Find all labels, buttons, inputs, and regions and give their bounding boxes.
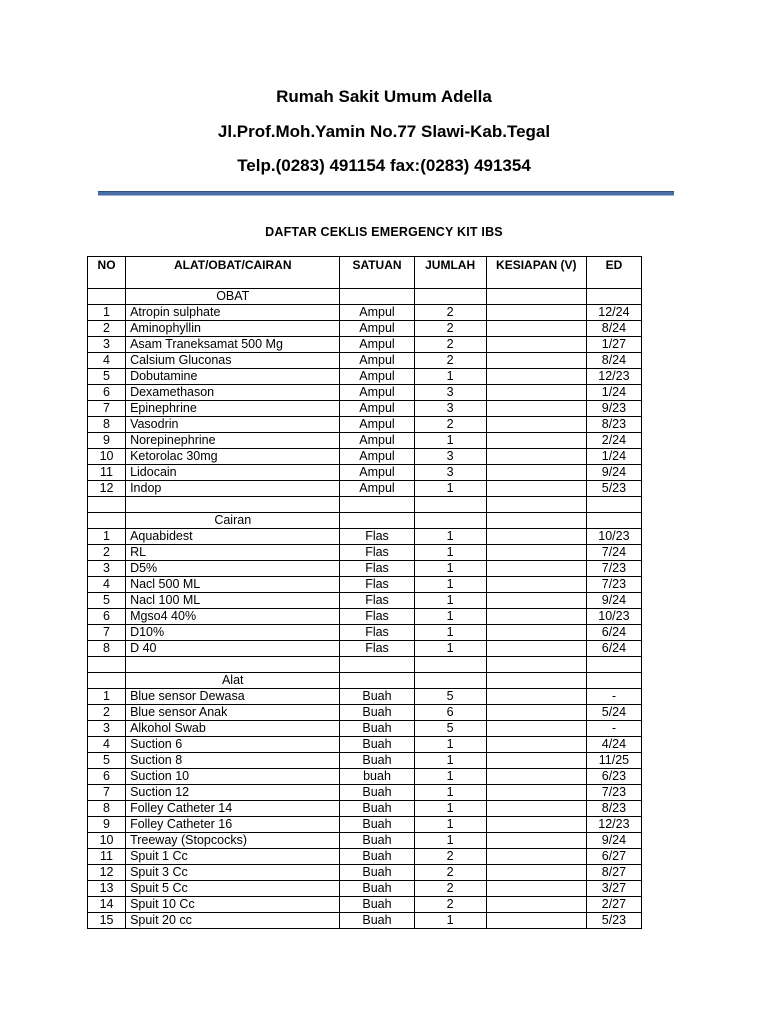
table-row [88, 545, 642, 561]
item-name: Folley Catheter 14 [126, 801, 340, 817]
item-name: Blue sensor Dewasa [126, 689, 340, 705]
item-name: D 40 [126, 641, 340, 657]
empty-cell [414, 657, 486, 673]
table-row [88, 833, 642, 849]
empty-cell [88, 673, 126, 689]
item-name: Aminophyllin [126, 321, 340, 337]
readiness-check-cell [486, 849, 586, 865]
item-name: Nacl 100 ML [126, 593, 340, 609]
table-row [88, 689, 642, 705]
row-number: 2 [88, 321, 126, 337]
readiness-check-cell [486, 817, 586, 833]
item-quantity: 3 [414, 401, 486, 417]
item-name: Suction 6 [126, 737, 340, 753]
item-unit: Flas [340, 625, 414, 641]
hospital-phone-fax: Telp.(0283) 491154 fax:(0283) 491354 [237, 156, 531, 175]
empty-cell [486, 657, 586, 673]
expiry-date: - [586, 721, 641, 737]
expiry-date: 5/24 [586, 705, 641, 721]
header-jumlah: JUMLAH [414, 257, 486, 289]
readiness-check-cell [486, 641, 586, 657]
item-name: Spuit 10 Cc [126, 897, 340, 913]
expiry-date: 3/27 [586, 881, 641, 897]
item-unit: Buah [340, 913, 414, 929]
row-number: 10 [88, 449, 126, 465]
item-quantity: 1 [414, 481, 486, 497]
item-name: Suction 8 [126, 753, 340, 769]
empty-cell [88, 289, 126, 305]
item-name: Nacl 500 ML [126, 577, 340, 593]
empty-cell [486, 513, 586, 529]
empty-cell [586, 513, 641, 529]
expiry-date: 5/23 [586, 913, 641, 929]
row-number: 10 [88, 833, 126, 849]
item-name: Suction 12 [126, 785, 340, 801]
hospital-name: Rumah Sakit Umum Adella [276, 87, 492, 106]
table-row [88, 369, 642, 385]
row-number: 5 [88, 593, 126, 609]
item-quantity: 2 [414, 353, 486, 369]
row-number: 6 [88, 609, 126, 625]
readiness-check-cell [486, 913, 586, 929]
expiry-date: 9/23 [586, 401, 641, 417]
item-unit: Flas [340, 529, 414, 545]
readiness-check-cell [486, 417, 586, 433]
item-name: Dobutamine [126, 369, 340, 385]
item-unit: Flas [340, 577, 414, 593]
table-row [88, 337, 642, 353]
expiry-date: 12/23 [586, 817, 641, 833]
expiry-date: 12/24 [586, 305, 641, 321]
item-unit: Flas [340, 609, 414, 625]
item-quantity: 2 [414, 897, 486, 913]
header-ed: ED [586, 257, 641, 289]
empty-cell [414, 513, 486, 529]
item-unit: Ampul [340, 353, 414, 369]
section-header-row [88, 289, 642, 305]
item-name: Spuit 20 cc [126, 913, 340, 929]
empty-cell [486, 289, 586, 305]
row-number: 5 [88, 753, 126, 769]
row-number: 11 [88, 849, 126, 865]
table-body [88, 289, 642, 929]
expiry-date: 7/23 [586, 785, 641, 801]
empty-cell [88, 657, 126, 673]
expiry-date: 9/24 [586, 465, 641, 481]
item-quantity: 1 [414, 529, 486, 545]
expiry-date: 9/24 [586, 593, 641, 609]
empty-cell [414, 497, 486, 513]
row-number: 9 [88, 817, 126, 833]
empty-cell [88, 497, 126, 513]
item-quantity: 2 [414, 337, 486, 353]
readiness-check-cell [486, 737, 586, 753]
empty-cell [340, 673, 414, 689]
empty-cell [340, 513, 414, 529]
item-quantity: 1 [414, 817, 486, 833]
item-quantity: 2 [414, 881, 486, 897]
expiry-date: 7/23 [586, 561, 641, 577]
item-name: Folley Catheter 16 [126, 817, 340, 833]
expiry-date: 6/23 [586, 769, 641, 785]
readiness-check-cell [486, 321, 586, 337]
item-name: Spuit 1 Cc [126, 849, 340, 865]
item-name: Spuit 3 Cc [126, 865, 340, 881]
table-header-row [88, 257, 642, 289]
row-number: 1 [88, 529, 126, 545]
table-row [88, 353, 642, 369]
table-row [88, 401, 642, 417]
item-name: D10% [126, 625, 340, 641]
readiness-check-cell [486, 801, 586, 817]
item-quantity: 1 [414, 609, 486, 625]
item-quantity: 3 [414, 449, 486, 465]
readiness-check-cell [486, 769, 586, 785]
expiry-date: 8/23 [586, 417, 641, 433]
item-unit: Buah [340, 689, 414, 705]
item-unit: Ampul [340, 385, 414, 401]
table-row [88, 433, 642, 449]
empty-cell [340, 497, 414, 513]
item-unit: Ampul [340, 417, 414, 433]
readiness-check-cell [486, 881, 586, 897]
expiry-date: 8/27 [586, 865, 641, 881]
section-title: Alat [126, 673, 340, 689]
table-row [88, 849, 642, 865]
item-quantity: 2 [414, 305, 486, 321]
header-kesiapan: KESIAPAN (V) [486, 257, 586, 289]
table-row [88, 705, 642, 721]
row-number: 12 [88, 865, 126, 881]
readiness-check-cell [486, 865, 586, 881]
item-unit: Buah [340, 785, 414, 801]
item-unit: Flas [340, 593, 414, 609]
item-quantity: 2 [414, 865, 486, 881]
item-name: Lidocain [126, 465, 340, 481]
expiry-date: 1/27 [586, 337, 641, 353]
empty-cell [414, 289, 486, 305]
expiry-date: 1/24 [586, 385, 641, 401]
expiry-date: 8/23 [586, 801, 641, 817]
expiry-date: 6/24 [586, 641, 641, 657]
item-unit: Ampul [340, 305, 414, 321]
table-row [88, 465, 642, 481]
table-row [88, 785, 642, 801]
readiness-check-cell [486, 753, 586, 769]
item-quantity: 1 [414, 769, 486, 785]
item-quantity: 2 [414, 849, 486, 865]
table-row [88, 721, 642, 737]
section-title: OBAT [126, 289, 340, 305]
empty-cell [486, 673, 586, 689]
empty-cell [126, 497, 340, 513]
empty-cell [486, 497, 586, 513]
expiry-date: 8/24 [586, 353, 641, 369]
table-row [88, 449, 642, 465]
item-quantity: 1 [414, 545, 486, 561]
readiness-check-cell [486, 337, 586, 353]
readiness-check-cell [486, 785, 586, 801]
expiry-date: 11/25 [586, 753, 641, 769]
readiness-check-cell [486, 305, 586, 321]
row-number: 5 [88, 369, 126, 385]
table-row [88, 321, 642, 337]
row-number: 4 [88, 577, 126, 593]
table-row [88, 913, 642, 929]
header-item: ALAT/OBAT/CAIRAN [126, 257, 340, 289]
table-row [88, 417, 642, 433]
row-number: 8 [88, 417, 126, 433]
header-satuan: SATUAN [340, 257, 414, 289]
expiry-date: 9/24 [586, 833, 641, 849]
row-number: 9 [88, 433, 126, 449]
readiness-check-cell [486, 545, 586, 561]
readiness-check-cell [486, 529, 586, 545]
item-name: Suction 10 [126, 769, 340, 785]
readiness-check-cell [486, 385, 586, 401]
item-unit: buah [340, 769, 414, 785]
empty-cell [340, 657, 414, 673]
row-number: 1 [88, 305, 126, 321]
item-quantity: 6 [414, 705, 486, 721]
item-quantity: 1 [414, 801, 486, 817]
readiness-check-cell [486, 369, 586, 385]
readiness-check-cell [486, 705, 586, 721]
item-name: Blue sensor Anak [126, 705, 340, 721]
table-row [88, 609, 642, 625]
hospital-address: Jl.Prof.Moh.Yamin No.77 Slawi-Kab.Tegal [217, 122, 551, 141]
row-number: 8 [88, 801, 126, 817]
item-quantity: 5 [414, 689, 486, 705]
item-name: Vasodrin [126, 417, 340, 433]
readiness-check-cell [486, 609, 586, 625]
item-unit: Buah [340, 897, 414, 913]
table-row [88, 625, 642, 641]
readiness-check-cell [486, 449, 586, 465]
item-name: RL [126, 545, 340, 561]
row-number: 3 [88, 561, 126, 577]
item-unit: Flas [340, 561, 414, 577]
readiness-check-cell [486, 465, 586, 481]
expiry-date: 10/23 [586, 609, 641, 625]
section-title: Cairan [126, 513, 340, 529]
expiry-date: 7/24 [586, 545, 641, 561]
table-row [88, 385, 642, 401]
item-unit: Flas [340, 545, 414, 561]
table-row [88, 593, 642, 609]
item-name: Epinephrine [126, 401, 340, 417]
expiry-date: 1/24 [586, 449, 641, 465]
item-quantity: 2 [414, 417, 486, 433]
expiry-date: 6/24 [586, 625, 641, 641]
item-unit: Buah [340, 849, 414, 865]
item-quantity: 1 [414, 833, 486, 849]
expiry-date: 10/23 [586, 529, 641, 545]
readiness-check-cell [486, 577, 586, 593]
item-quantity: 1 [414, 737, 486, 753]
item-unit: Ampul [340, 433, 414, 449]
item-quantity: 1 [414, 753, 486, 769]
item-quantity: 1 [414, 593, 486, 609]
item-unit: Buah [340, 865, 414, 881]
document-title: DAFTAR CEKLIS EMERGENCY KIT IBS [265, 225, 503, 239]
item-name: Alkohol Swab [126, 721, 340, 737]
item-unit: Buah [340, 817, 414, 833]
row-number: 14 [88, 897, 126, 913]
row-number: 4 [88, 737, 126, 753]
row-number: 7 [88, 785, 126, 801]
item-quantity: 1 [414, 561, 486, 577]
item-name: Dexamethason [126, 385, 340, 401]
item-name: Asam Traneksamat 500 Mg [126, 337, 340, 353]
readiness-check-cell [486, 401, 586, 417]
item-unit: Buah [340, 753, 414, 769]
readiness-check-cell [486, 721, 586, 737]
table-row [88, 801, 642, 817]
table-row [88, 753, 642, 769]
empty-cell [586, 289, 641, 305]
item-unit: Ampul [340, 465, 414, 481]
spacer-row [88, 657, 642, 673]
table-row [88, 737, 642, 753]
item-quantity: 5 [414, 721, 486, 737]
item-name: Aquabidest [126, 529, 340, 545]
item-quantity: 1 [414, 577, 486, 593]
row-number: 7 [88, 401, 126, 417]
expiry-date: 6/27 [586, 849, 641, 865]
row-number: 11 [88, 465, 126, 481]
item-unit: Buah [340, 833, 414, 849]
item-unit: Ampul [340, 321, 414, 337]
table-row [88, 561, 642, 577]
item-unit: Ampul [340, 401, 414, 417]
empty-cell [586, 497, 641, 513]
item-quantity: 1 [414, 369, 486, 385]
emergency-kit-table [87, 256, 642, 929]
expiry-date: 2/27 [586, 897, 641, 913]
readiness-check-cell [486, 433, 586, 449]
row-number: 6 [88, 769, 126, 785]
spacer-row [88, 497, 642, 513]
empty-cell [126, 657, 340, 673]
item-quantity: 2 [414, 321, 486, 337]
header-no: NO [88, 257, 126, 289]
item-name: D5% [126, 561, 340, 577]
table-row [88, 481, 642, 497]
readiness-check-cell [486, 625, 586, 641]
table-row [88, 529, 642, 545]
table-row [88, 897, 642, 913]
expiry-date: 7/23 [586, 577, 641, 593]
expiry-date: - [586, 689, 641, 705]
item-quantity: 1 [414, 913, 486, 929]
expiry-date: 8/24 [586, 321, 641, 337]
item-unit: Ampul [340, 337, 414, 353]
row-number: 7 [88, 625, 126, 641]
item-unit: Ampul [340, 449, 414, 465]
empty-cell [586, 673, 641, 689]
readiness-check-cell [486, 561, 586, 577]
row-number: 8 [88, 641, 126, 657]
item-name: Atropin sulphate [126, 305, 340, 321]
item-unit: Ampul [340, 369, 414, 385]
expiry-date: 2/24 [586, 433, 641, 449]
item-name: Calsium Gluconas [126, 353, 340, 369]
item-unit: Buah [340, 881, 414, 897]
empty-cell [340, 289, 414, 305]
row-number: 2 [88, 705, 126, 721]
item-unit: Buah [340, 801, 414, 817]
header-divider [98, 191, 674, 196]
expiry-date: 12/23 [586, 369, 641, 385]
readiness-check-cell [486, 689, 586, 705]
row-number: 12 [88, 481, 126, 497]
item-quantity: 1 [414, 433, 486, 449]
item-unit: Buah [340, 705, 414, 721]
item-quantity: 1 [414, 785, 486, 801]
row-number: 4 [88, 353, 126, 369]
item-quantity: 1 [414, 641, 486, 657]
item-name: Mgso4 40% [126, 609, 340, 625]
row-number: 3 [88, 721, 126, 737]
item-quantity: 3 [414, 465, 486, 481]
table-row [88, 305, 642, 321]
item-name: Treeway (Stopcocks) [126, 833, 340, 849]
readiness-check-cell [486, 593, 586, 609]
table-row [88, 881, 642, 897]
item-name: Indop [126, 481, 340, 497]
row-number: 13 [88, 881, 126, 897]
table-row [88, 817, 642, 833]
section-header-row [88, 513, 642, 529]
readiness-check-cell [486, 481, 586, 497]
empty-cell [414, 673, 486, 689]
item-name: Ketorolac 30mg [126, 449, 340, 465]
section-header-row [88, 673, 642, 689]
empty-cell [586, 657, 641, 673]
readiness-check-cell [486, 353, 586, 369]
row-number: 1 [88, 689, 126, 705]
readiness-check-cell [486, 897, 586, 913]
item-quantity: 1 [414, 625, 486, 641]
item-unit: Flas [340, 641, 414, 657]
row-number: 3 [88, 337, 126, 353]
table-row [88, 641, 642, 657]
table-row [88, 577, 642, 593]
item-quantity: 3 [414, 385, 486, 401]
row-number: 6 [88, 385, 126, 401]
row-number: 2 [88, 545, 126, 561]
item-unit: Buah [340, 737, 414, 753]
row-number: 15 [88, 913, 126, 929]
readiness-check-cell [486, 833, 586, 849]
item-unit: Ampul [340, 481, 414, 497]
item-unit: Buah [340, 721, 414, 737]
empty-cell [88, 513, 126, 529]
expiry-date: 5/23 [586, 481, 641, 497]
item-name: Spuit 5 Cc [126, 881, 340, 897]
table-row [88, 865, 642, 881]
expiry-date: 4/24 [586, 737, 641, 753]
item-name: Norepinephrine [126, 433, 340, 449]
table-row [88, 769, 642, 785]
